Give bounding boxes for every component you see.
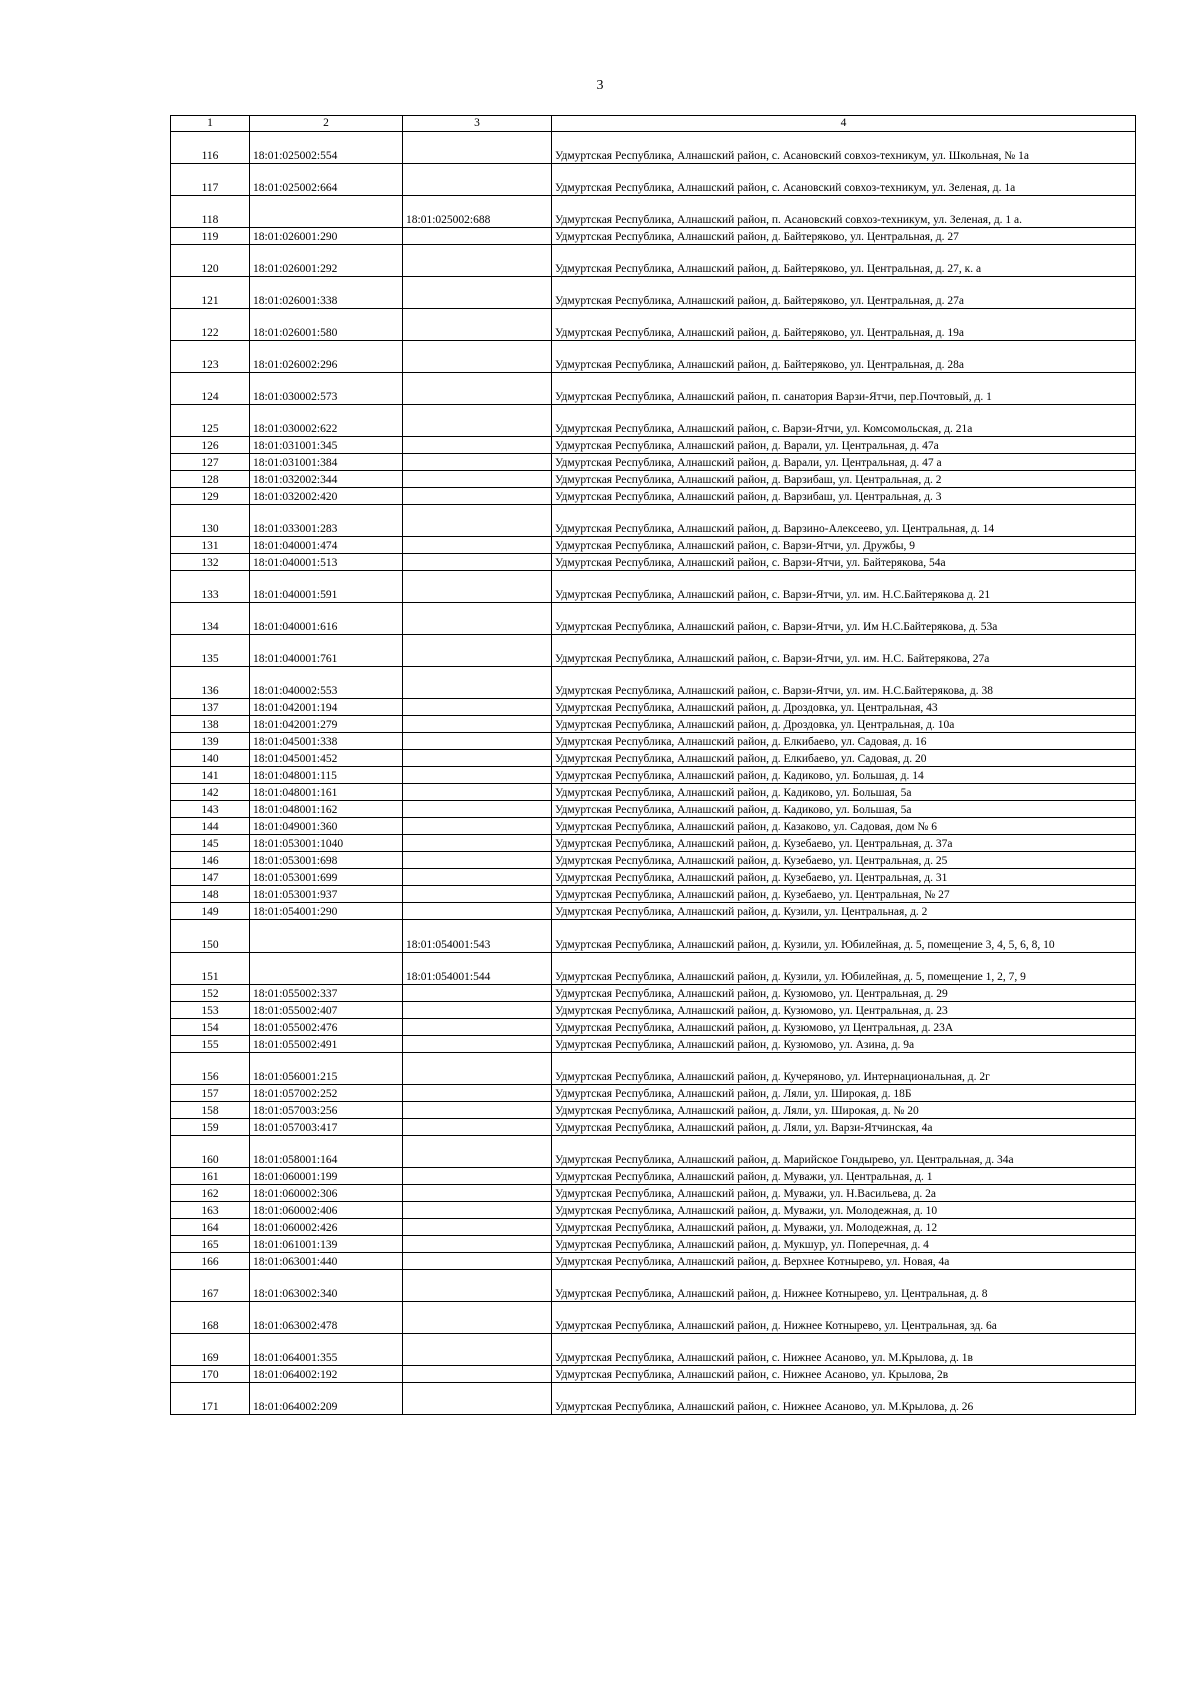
cadastral-number-alt-cell	[403, 886, 552, 903]
cadastral-number-cell: 18:01:026002:296	[250, 341, 403, 373]
address-cell: Удмуртская Республика, Алнашский район, с. Варзи-Ятчи, ул. Дружбы, 9	[552, 537, 1136, 554]
cadastral-number-cell: 18:01:040001:761	[250, 635, 403, 667]
table-row	[171, 716, 1136, 733]
cadastral-number-alt-cell	[403, 437, 552, 454]
cadastral-number-alt-cell	[403, 228, 552, 245]
address-cell: Удмуртская Республика, Алнашский район, д. Ляли, ул. Варзи-Ятчинская, 4а	[552, 1119, 1136, 1136]
row-number-cell: 155	[171, 1036, 250, 1053]
address-cell: Удмуртская Республика, Алнашский район, д. Кузили, ул. Юбилейная, д. 5, помещение 3, 4, 5, 6, 8, 10	[552, 920, 1136, 953]
table-row	[171, 309, 1136, 341]
cadastral-number-alt-cell	[403, 454, 552, 471]
cadastral-number-cell: 18:01:040001:474	[250, 537, 403, 554]
address-cell: Удмуртская Республика, Алнашский район, д. Байтеряково, ул. Центральная, д. 27а	[552, 277, 1136, 309]
cadastral-number-cell: 18:01:032002:420	[250, 488, 403, 505]
table-row	[171, 537, 1136, 554]
cadastral-number-alt-cell	[403, 1185, 552, 1202]
table-row	[171, 750, 1136, 767]
table-row	[171, 1019, 1136, 1036]
row-number-cell: 154	[171, 1019, 250, 1036]
row-number-cell: 133	[171, 571, 250, 603]
cadastral-number-alt-cell	[403, 1036, 552, 1053]
cadastral-number-alt-cell: 18:01:054001:544	[403, 953, 552, 985]
address-cell: Удмуртская Республика, Алнашский район, д. Кузебаево, ул. Центральная, д. 25	[552, 852, 1136, 869]
row-number-cell: 168	[171, 1302, 250, 1334]
row-number-cell: 125	[171, 405, 250, 437]
cadastral-number-alt-cell	[403, 537, 552, 554]
cadastral-number-alt-cell	[403, 373, 552, 405]
address-cell: Удмуртская Республика, Алнашский район, д. Байтеряково, ул. Центральная, д. 28а	[552, 341, 1136, 373]
registry-table	[170, 115, 1136, 1415]
table-row	[171, 667, 1136, 699]
row-number-cell: 162	[171, 1185, 250, 1202]
address-cell: Удмуртская Республика, Алнашский район, с. Асановский совхоз-техникум, ул. Зеленая, д. 1а	[552, 164, 1136, 196]
cadastral-number-cell: 18:01:057003:256	[250, 1102, 403, 1119]
cadastral-number-alt-cell	[403, 1102, 552, 1119]
row-number-cell: 139	[171, 733, 250, 750]
address-cell: Удмуртская Республика, Алнашский район, с. Варзи-Ятчи, ул. Байтерякова, 54а	[552, 554, 1136, 571]
address-cell: Удмуртская Республика, Алнашский район, д. Кузебаево, ул. Центральная, № 27	[552, 886, 1136, 903]
cadastral-number-cell: 18:01:053001:937	[250, 886, 403, 903]
cadastral-number-cell: 18:01:060002:306	[250, 1185, 403, 1202]
cadastral-number-alt-cell	[403, 699, 552, 716]
table-row	[171, 784, 1136, 801]
cadastral-number-cell: 18:01:060002:426	[250, 1219, 403, 1236]
row-number-cell: 120	[171, 245, 250, 277]
row-number-cell: 146	[171, 852, 250, 869]
cadastral-number-cell: 18:01:049001:360	[250, 818, 403, 835]
cadastral-number-cell: 18:01:064002:192	[250, 1366, 403, 1383]
table-row	[171, 818, 1136, 835]
table-row	[171, 920, 1136, 953]
table-row	[171, 405, 1136, 437]
row-number-cell: 144	[171, 818, 250, 835]
header-col-4: 4	[552, 116, 1136, 132]
table-row	[171, 277, 1136, 309]
cadastral-number-cell: 18:01:064002:209	[250, 1383, 403, 1415]
table-row	[171, 733, 1136, 750]
cadastral-number-alt-cell	[403, 716, 552, 733]
address-cell: Удмуртская Республика, Алнашский район, д. Кадиково, ул. Большая, д. 14	[552, 767, 1136, 784]
cadastral-number-alt-cell: 18:01:025002:688	[403, 196, 552, 228]
row-number-cell: 159	[171, 1119, 250, 1136]
cadastral-number-alt-cell	[403, 1085, 552, 1102]
table-row	[171, 341, 1136, 373]
address-cell: Удмуртская Республика, Алнашский район, с. Варзи-Ятчи, ул. им. Н.С.Байтерякова, д. 38	[552, 667, 1136, 699]
cadastral-number-cell	[250, 196, 403, 228]
table-row	[171, 767, 1136, 784]
cadastral-number-alt-cell	[403, 835, 552, 852]
row-number-cell: 165	[171, 1236, 250, 1253]
row-number-cell: 143	[171, 801, 250, 818]
cadastral-number-alt-cell	[403, 1253, 552, 1270]
cadastral-number-cell: 18:01:055002:476	[250, 1019, 403, 1036]
row-number-cell: 132	[171, 554, 250, 571]
table-row	[171, 1002, 1136, 1019]
address-cell: Удмуртская Республика, Алнашский район, д. Дроздовка, ул. Центральная, д. 10а	[552, 716, 1136, 733]
cadastral-number-cell: 18:01:040002:553	[250, 667, 403, 699]
row-number-cell: 163	[171, 1202, 250, 1219]
address-cell: Удмуртская Республика, Алнашский район, д. Мукшур, ул. Поперечная, д. 4	[552, 1236, 1136, 1253]
cadastral-number-cell: 18:01:040001:591	[250, 571, 403, 603]
address-cell: Удмуртская Республика, Алнашский район, д. Муважи, ул. Молодежная, д. 12	[552, 1219, 1136, 1236]
cadastral-number-alt-cell	[403, 1019, 552, 1036]
table-row	[171, 1036, 1136, 1053]
table-row	[171, 1136, 1136, 1168]
table-row	[171, 869, 1136, 886]
cadastral-number-cell: 18:01:054001:290	[250, 903, 403, 920]
address-cell: Удмуртская Республика, Алнашский район, д. Муважи, ул. Н.Васильева, д. 2а	[552, 1185, 1136, 1202]
cadastral-number-cell: 18:01:026001:290	[250, 228, 403, 245]
table-row	[171, 571, 1136, 603]
row-number-cell: 138	[171, 716, 250, 733]
cadastral-number-alt-cell	[403, 1236, 552, 1253]
address-cell: Удмуртская Республика, Алнашский район, д. Кадиково, ул. Большая, 5а	[552, 784, 1136, 801]
row-number-cell: 135	[171, 635, 250, 667]
row-number-cell: 151	[171, 953, 250, 985]
cadastral-number-cell: 18:01:056001:215	[250, 1053, 403, 1085]
cadastral-number-cell: 18:01:055002:407	[250, 1002, 403, 1019]
cadastral-number-alt-cell	[403, 405, 552, 437]
table-row	[171, 1219, 1136, 1236]
row-number-cell: 153	[171, 1002, 250, 1019]
cadastral-number-cell: 18:01:063001:440	[250, 1253, 403, 1270]
address-cell: Удмуртская Республика, Алнашский район, д. Байтеряково, ул. Центральная, д. 19а	[552, 309, 1136, 341]
row-number-cell: 148	[171, 886, 250, 903]
cadastral-number-alt-cell	[403, 1302, 552, 1334]
cadastral-number-cell: 18:01:053001:1040	[250, 835, 403, 852]
table-row	[171, 1085, 1136, 1102]
row-number-cell: 169	[171, 1334, 250, 1366]
cadastral-number-cell: 18:01:048001:161	[250, 784, 403, 801]
address-cell: Удмуртская Республика, Алнашский район, д. Муважи, ул. Центральная, д. 1	[552, 1168, 1136, 1185]
row-number-cell: 119	[171, 228, 250, 245]
table-row	[171, 1119, 1136, 1136]
address-cell: Удмуртская Республика, Алнашский район, д. Кузебаево, ул. Центральная, д. 37а	[552, 835, 1136, 852]
row-number-cell: 170	[171, 1366, 250, 1383]
table-row	[171, 886, 1136, 903]
row-number-cell: 167	[171, 1270, 250, 1302]
address-cell: Удмуртская Республика, Алнашский район, д. Варзибаш, ул. Центральная, д. 3	[552, 488, 1136, 505]
cadastral-number-alt-cell	[403, 1119, 552, 1136]
address-cell: Удмуртская Республика, Алнашский район, д. Верхнее Котнырево, ул. Новая, 4а	[552, 1253, 1136, 1270]
cadastral-number-alt-cell	[403, 1202, 552, 1219]
cadastral-number-cell: 18:01:042001:194	[250, 699, 403, 716]
cadastral-number-alt-cell	[403, 554, 552, 571]
cadastral-number-cell: 18:01:033001:283	[250, 505, 403, 537]
row-number-cell: 134	[171, 603, 250, 635]
cadastral-number-cell: 18:01:060001:199	[250, 1168, 403, 1185]
cadastral-number-alt-cell	[403, 1366, 552, 1383]
address-cell: Удмуртская Республика, Алнашский район, с. Нижнее Асаново, ул. М.Крылова, д. 26	[552, 1383, 1136, 1415]
cadastral-number-cell: 18:01:025002:554	[250, 132, 403, 164]
row-number-cell: 152	[171, 985, 250, 1002]
address-cell: Удмуртская Республика, Алнашский район, д. Варзино-Алексеево, ул. Центральная, д. 14	[552, 505, 1136, 537]
row-number-cell: 122	[171, 309, 250, 341]
table-header	[171, 116, 1136, 132]
cadastral-number-alt-cell	[403, 767, 552, 784]
cadastral-number-alt-cell	[403, 1002, 552, 1019]
page-number: 3	[596, 78, 604, 93]
table-row	[171, 554, 1136, 571]
cadastral-number-alt-cell	[403, 750, 552, 767]
cadastral-number-cell	[250, 920, 403, 953]
row-number-cell: 142	[171, 784, 250, 801]
cadastral-number-cell: 18:01:064001:355	[250, 1334, 403, 1366]
table-row	[171, 228, 1136, 245]
cadastral-number-alt-cell	[403, 1168, 552, 1185]
table-row	[171, 471, 1136, 488]
cadastral-number-alt-cell	[403, 571, 552, 603]
row-number-cell: 130	[171, 505, 250, 537]
cadastral-number-alt-cell	[403, 801, 552, 818]
address-cell: Удмуртская Республика, Алнашский район, д. Кузили, ул. Юбилейная, д. 5, помещение 1, 2, 7, 9	[552, 953, 1136, 985]
cadastral-number-cell: 18:01:031001:345	[250, 437, 403, 454]
cadastral-number-alt-cell	[403, 309, 552, 341]
cadastral-number-cell: 18:01:040001:513	[250, 554, 403, 571]
row-number-cell: 149	[171, 903, 250, 920]
cadastral-number-cell: 18:01:048001:162	[250, 801, 403, 818]
cadastral-number-alt-cell	[403, 471, 552, 488]
table-row	[171, 245, 1136, 277]
cadastral-number-alt-cell	[403, 818, 552, 835]
address-cell: Удмуртская Республика, Алнашский район, д. Кузюмово, ул. Центральная, д. 23	[552, 1002, 1136, 1019]
table-row	[171, 1202, 1136, 1219]
address-cell: Удмуртская Республика, Алнашский район, с. Асановский совхоз-техникум, ул. Школьная, № 1а	[552, 132, 1136, 164]
cadastral-number-cell: 18:01:048001:115	[250, 767, 403, 784]
cadastral-number-alt-cell	[403, 985, 552, 1002]
cadastral-number-cell: 18:01:030002:573	[250, 373, 403, 405]
table-row	[171, 801, 1136, 818]
cadastral-number-alt-cell	[403, 277, 552, 309]
cadastral-number-alt-cell	[403, 784, 552, 801]
row-number-cell: 127	[171, 454, 250, 471]
address-cell: Удмуртская Республика, Алнашский район, д. Варали, ул. Центральная, д. 47а	[552, 437, 1136, 454]
cadastral-number-alt-cell	[403, 1219, 552, 1236]
row-number-cell: 117	[171, 164, 250, 196]
address-cell: Удмуртская Республика, Алнашский район, с. Варзи-Ятчи, ул. им. Н.С. Байтерякова, 27а	[552, 635, 1136, 667]
table-row	[171, 437, 1136, 454]
address-cell: Удмуртская Республика, Алнашский район, д. Ляли, ул. Широкая, д. 18Б	[552, 1085, 1136, 1102]
header-col-1: 1	[171, 116, 250, 132]
cadastral-number-alt-cell	[403, 1053, 552, 1085]
row-number-cell: 126	[171, 437, 250, 454]
address-cell: Удмуртская Республика, Алнашский район, д. Марийское Гондырево, ул. Центральная, д. 34а	[552, 1136, 1136, 1168]
address-cell: Удмуртская Республика, Алнашский район, д. Елкибаево, ул. Садовая, д. 16	[552, 733, 1136, 750]
cadastral-number-cell: 18:01:026001:292	[250, 245, 403, 277]
cadastral-number-alt-cell	[403, 903, 552, 920]
table-row	[171, 1236, 1136, 1253]
cadastral-number-cell: 18:01:061001:139	[250, 1236, 403, 1253]
header-row	[171, 116, 1136, 132]
row-number-cell: 145	[171, 835, 250, 852]
row-number-cell: 129	[171, 488, 250, 505]
row-number-cell: 158	[171, 1102, 250, 1119]
address-cell: Удмуртская Республика, Алнашский район, д. Кузюмово, ул Центральная, д. 23А	[552, 1019, 1136, 1036]
table-row	[171, 1270, 1136, 1302]
table-row	[171, 164, 1136, 196]
address-cell: Удмуртская Республика, Алнашский район, п. Асановский совхоз-техникум, ул. Зеленая, д. 1 а.	[552, 196, 1136, 228]
address-cell: Удмуртская Республика, Алнашский район, д. Кучеряново, ул. Интернациональная, д. 2г	[552, 1053, 1136, 1085]
table-row	[171, 1168, 1136, 1185]
cadastral-number-alt-cell	[403, 667, 552, 699]
cadastral-number-alt-cell	[403, 635, 552, 667]
address-cell: Удмуртская Республика, Алнашский район, д. Муважи, ул. Молодежная, д. 10	[552, 1202, 1136, 1219]
table-row	[171, 903, 1136, 920]
table-row	[171, 373, 1136, 405]
cadastral-number-alt-cell	[403, 341, 552, 373]
cadastral-number-alt-cell	[403, 1334, 552, 1366]
cadastral-number-cell: 18:01:055002:491	[250, 1036, 403, 1053]
cadastral-number-cell: 18:01:032002:344	[250, 471, 403, 488]
cadastral-number-cell: 18:01:040001:616	[250, 603, 403, 635]
row-number-cell: 124	[171, 373, 250, 405]
address-cell: Удмуртская Республика, Алнашский район, д. Кузюмово, ул. Азина, д. 9а	[552, 1036, 1136, 1053]
cadastral-number-cell: 18:01:055002:337	[250, 985, 403, 1002]
row-number-cell: 147	[171, 869, 250, 886]
cadastral-number-alt-cell	[403, 852, 552, 869]
cadastral-number-cell: 18:01:053001:699	[250, 869, 403, 886]
table-row	[171, 953, 1136, 985]
row-number-cell: 137	[171, 699, 250, 716]
address-cell: Удмуртская Республика, Алнашский район, с. Варзи-Ятчи, ул. Им Н.С.Байтерякова, д. 53а	[552, 603, 1136, 635]
address-cell: Удмуртская Республика, Алнашский район, д. Елкибаево, ул. Садовая, д. 20	[552, 750, 1136, 767]
cadastral-number-alt-cell	[403, 869, 552, 886]
cadastral-number-alt-cell	[403, 603, 552, 635]
address-cell: Удмуртская Республика, Алнашский район, с. Варзи-Ятчи, ул. им. Н.С.Байтерякова д. 21	[552, 571, 1136, 603]
address-cell: Удмуртская Республика, Алнашский район, д. Кузюмово, ул. Центральная, д. 29	[552, 985, 1136, 1002]
table-row	[171, 1334, 1136, 1366]
row-number-cell: 118	[171, 196, 250, 228]
address-cell: Удмуртская Республика, Алнашский район, д. Кадиково, ул. Большая, 5а	[552, 801, 1136, 818]
cadastral-number-alt-cell	[403, 245, 552, 277]
address-cell: Удмуртская Республика, Алнашский район, д. Нижнее Котнырево, ул. Центральная, зд. 6а	[552, 1302, 1136, 1334]
address-cell: Удмуртская Республика, Алнашский район, д. Казаково, ул. Садовая, дом № 6	[552, 818, 1136, 835]
table-row	[171, 132, 1136, 164]
cadastral-number-cell: 18:01:057003:417	[250, 1119, 403, 1136]
cadastral-number-cell: 18:01:057002:252	[250, 1085, 403, 1102]
row-number-cell: 161	[171, 1168, 250, 1185]
table-row	[171, 852, 1136, 869]
table-row	[171, 1053, 1136, 1085]
table-row	[171, 1253, 1136, 1270]
table-row	[171, 454, 1136, 471]
row-number-cell: 140	[171, 750, 250, 767]
row-number-cell: 157	[171, 1085, 250, 1102]
table-row	[171, 985, 1136, 1002]
address-cell: Удмуртская Республика, Алнашский район, д. Кузили, ул. Центральная, д. 2	[552, 903, 1136, 920]
cadastral-number-alt-cell	[403, 164, 552, 196]
row-number-cell: 128	[171, 471, 250, 488]
row-number-cell: 141	[171, 767, 250, 784]
row-number-cell: 171	[171, 1383, 250, 1415]
cadastral-number-alt-cell	[403, 733, 552, 750]
table-row	[171, 1366, 1136, 1383]
table-row	[171, 1185, 1136, 1202]
address-cell: Удмуртская Республика, Алнашский район, с. Нижнее Асаново, ул. М.Крылова, д. 1в	[552, 1334, 1136, 1366]
cadastral-number-alt-cell	[403, 1136, 552, 1168]
address-cell: Удмуртская Республика, Алнашский район, д. Варали, ул. Центральная, д. 47 а	[552, 454, 1136, 471]
table-row	[171, 1302, 1136, 1334]
address-cell: Удмуртская Республика, Алнашский район, д. Нижнее Котнырево, ул. Центральная, д. 8	[552, 1270, 1136, 1302]
cadastral-number-cell	[250, 953, 403, 985]
row-number-cell: 121	[171, 277, 250, 309]
cadastral-number-cell: 18:01:026001:338	[250, 277, 403, 309]
row-number-cell: 156	[171, 1053, 250, 1085]
address-cell: Удмуртская Республика, Алнашский район, с. Варзи-Ятчи, ул. Комсомольская, д. 21а	[552, 405, 1136, 437]
table-row	[171, 1383, 1136, 1415]
table-body	[171, 132, 1136, 1415]
header-col-3: 3	[403, 116, 552, 132]
table-row	[171, 603, 1136, 635]
cadastral-number-alt-cell: 18:01:054001:543	[403, 920, 552, 953]
address-cell: Удмуртская Республика, Алнашский район, д. Дроздовка, ул. Центральная, 43	[552, 699, 1136, 716]
table-row	[171, 488, 1136, 505]
table-row	[171, 635, 1136, 667]
table-row	[171, 505, 1136, 537]
row-number-cell: 150	[171, 920, 250, 953]
cadastral-number-cell: 18:01:060002:406	[250, 1202, 403, 1219]
address-cell: Удмуртская Республика, Алнашский район, с. Нижнее Асаново, ул. Крылова, 2в	[552, 1366, 1136, 1383]
address-cell: Удмуртская Республика, Алнашский район, д. Байтеряково, ул. Центральная, д. 27	[552, 228, 1136, 245]
address-cell: Удмуртская Республика, Алнашский район, д. Ляли, ул. Широкая, д. № 20	[552, 1102, 1136, 1119]
row-number-cell: 164	[171, 1219, 250, 1236]
cadastral-number-cell: 18:01:045001:452	[250, 750, 403, 767]
table-row	[171, 835, 1136, 852]
cadastral-number-cell: 18:01:045001:338	[250, 733, 403, 750]
cadastral-number-cell: 18:01:042001:279	[250, 716, 403, 733]
address-cell: Удмуртская Республика, Алнашский район, д. Байтеряково, ул. Центральная, д. 27, к. а	[552, 245, 1136, 277]
cadastral-number-alt-cell	[403, 488, 552, 505]
row-number-cell: 116	[171, 132, 250, 164]
header-col-2: 2	[250, 116, 403, 132]
row-number-cell: 136	[171, 667, 250, 699]
cadastral-number-alt-cell	[403, 505, 552, 537]
cadastral-number-cell: 18:01:031001:384	[250, 454, 403, 471]
cadastral-number-cell: 18:01:053001:698	[250, 852, 403, 869]
address-cell: Удмуртская Республика, Алнашский район, д. Кузебаево, ул. Центральная, д. 31	[552, 869, 1136, 886]
cadastral-number-alt-cell	[403, 1270, 552, 1302]
cadastral-number-cell: 18:01:026001:580	[250, 309, 403, 341]
cadastral-number-cell: 18:01:063002:340	[250, 1270, 403, 1302]
table-row	[171, 1102, 1136, 1119]
cadastral-number-alt-cell	[403, 1383, 552, 1415]
cadastral-number-alt-cell	[403, 132, 552, 164]
cadastral-number-cell: 18:01:063002:478	[250, 1302, 403, 1334]
row-number-cell: 123	[171, 341, 250, 373]
table-row	[171, 196, 1136, 228]
address-cell: Удмуртская Республика, Алнашский район, п. санатория Варзи-Ятчи, пер.Почтовый, д. 1	[552, 373, 1136, 405]
address-cell: Удмуртская Республика, Алнашский район, д. Варзибаш, ул. Центральная, д. 2	[552, 471, 1136, 488]
cadastral-number-cell: 18:01:030002:622	[250, 405, 403, 437]
row-number-cell: 131	[171, 537, 250, 554]
row-number-cell: 166	[171, 1253, 250, 1270]
row-number-cell: 160	[171, 1136, 250, 1168]
cadastral-number-cell: 18:01:058001:164	[250, 1136, 403, 1168]
cadastral-number-cell: 18:01:025002:664	[250, 164, 403, 196]
table-row	[171, 699, 1136, 716]
